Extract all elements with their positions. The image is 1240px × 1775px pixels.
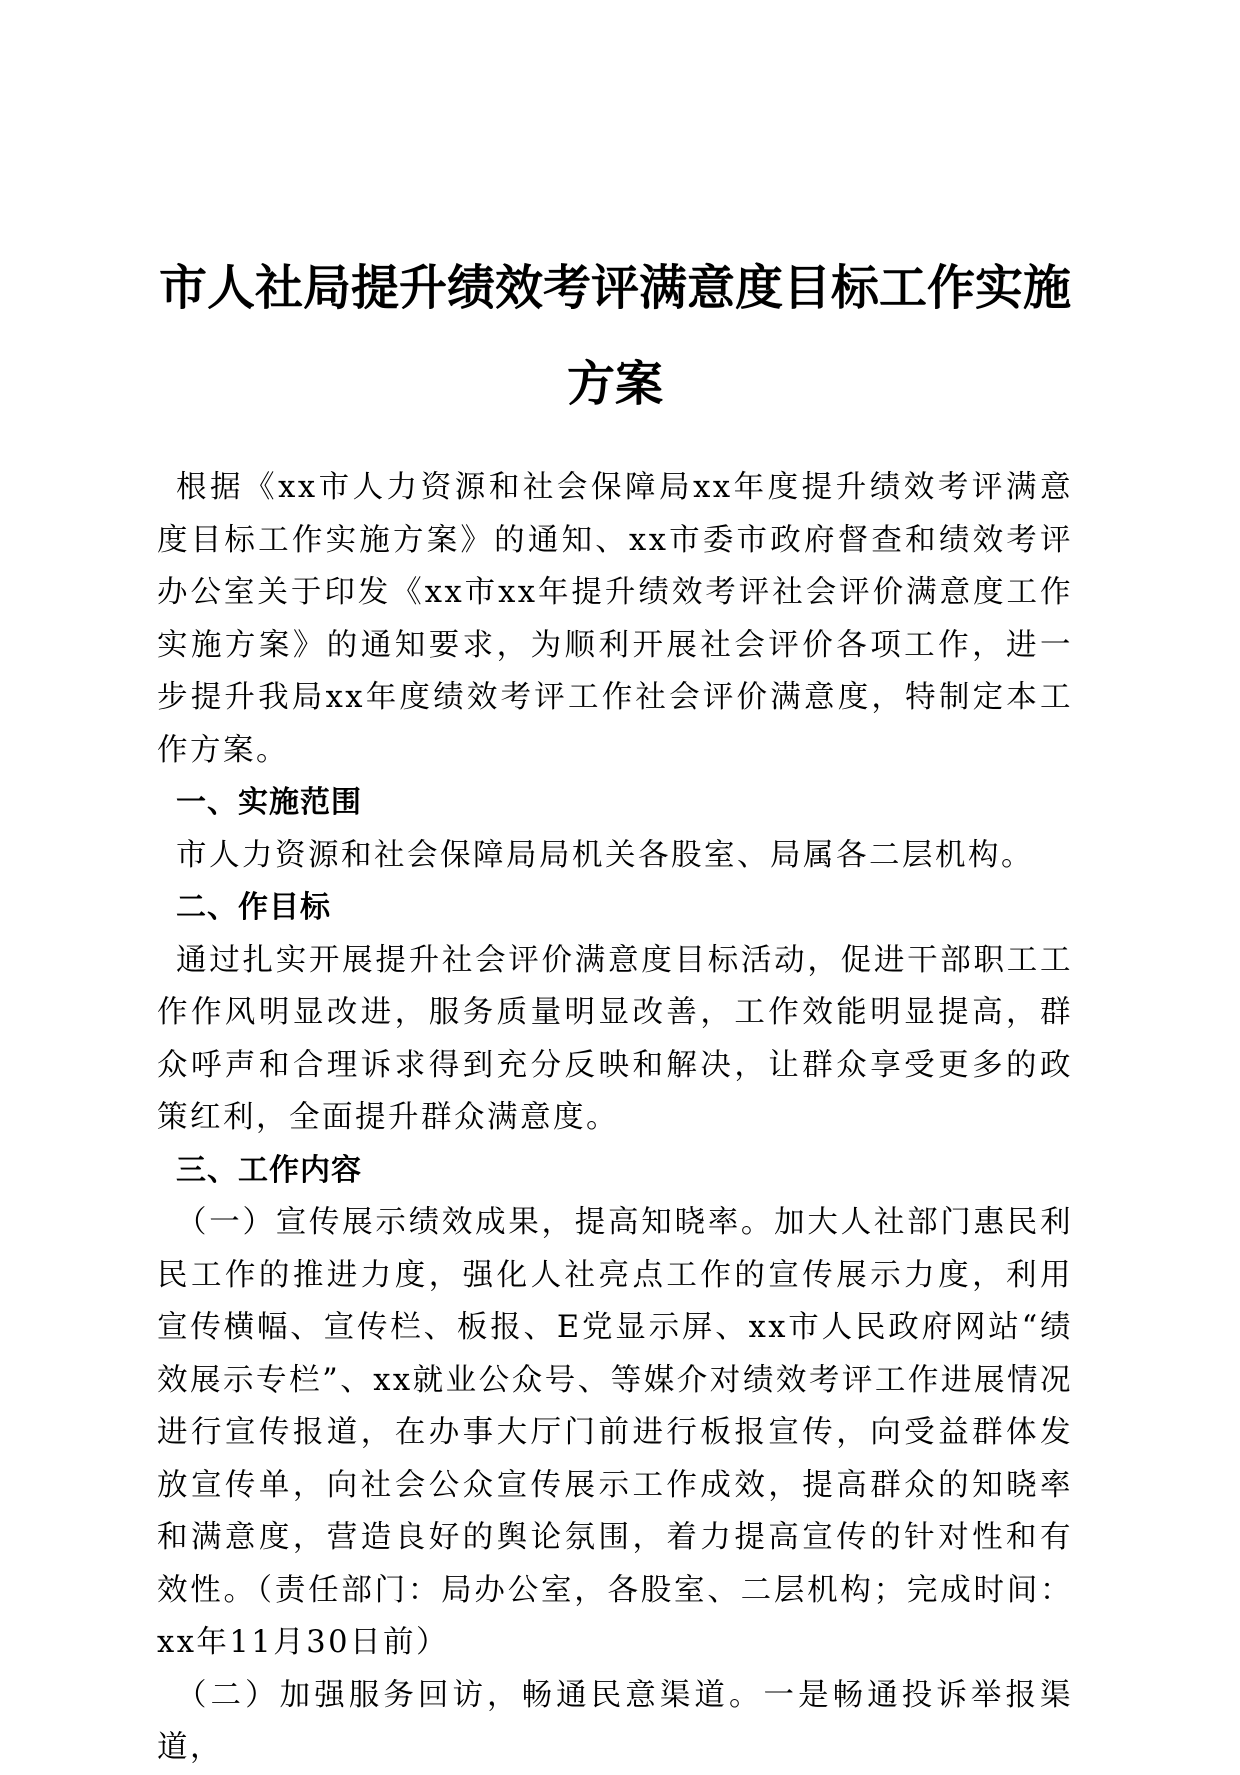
section-heading-scope: 一、实施范围: [176, 785, 362, 820]
content-item-1-paragraph: （一）宣传展示绩效成果，提高知晓率。加大人社部门惠民利民工作的推进力度，强化人社亮点工作的宣传展示力度，利用宣传横幅、宣传栏、板报、E党显示屏、xx市人民政府网站“绩效展示专栏”、xx就业公众号、等媒介对绩效考评工作进展情况进行宣传报道，在办事大厅门前进行板报宣传，向受益群体发放宣传单，向社会公众宣传展示工作成效，提高群众的知晓率和满意度，营造良好的舆论氛围，着力提高宣传的针对性和有效性。（责任部门：局办公室，各股室、二层机构；完成时间：xx年11月30日前）: [157, 1205, 1073, 1660]
document-title: 市人社局提升绩效考评满意度目标工作实施方案: [158, 260, 1071, 412]
scope-paragraph: 市人力资源和社会保障局局机关各股室、局属各二层机构。: [176, 837, 1034, 873]
section-heading-goals: 二、作目标: [176, 890, 331, 925]
section-heading-content: 三、工作内容: [176, 1152, 362, 1188]
goals-paragraph: 通过扎实开展提升社会评价满意度目标活动，促进干部职工工作作风明显改进，服务质量明显改善，工作效能明显提高，群众呼声和合理诉求得到充分反映和解决，让群众享受更多的政策红利，全面提升群众满意度。: [157, 942, 1073, 1135]
document-page: [157, 240, 1073, 1775]
content-item-2-paragraph: （二）加强服务回访，畅通民意渠道。一是畅通投诉举报渠道，: [157, 1677, 1073, 1765]
intro-paragraph: 根据《xx市人力资源和社会保障局xx年度提升绩效考评满意度目标工作实施方案》的通知、xx市委市政府督查和绩效考评办公室关于印发《xx市xx年提升绩效考评社会评价满意度工作实施方案》的通知要求，为顺利开展社会评价各项工作，进一步提升我局xx年度绩效考评工作社会评价满意度，特制定本工作方案。: [157, 470, 1073, 768]
